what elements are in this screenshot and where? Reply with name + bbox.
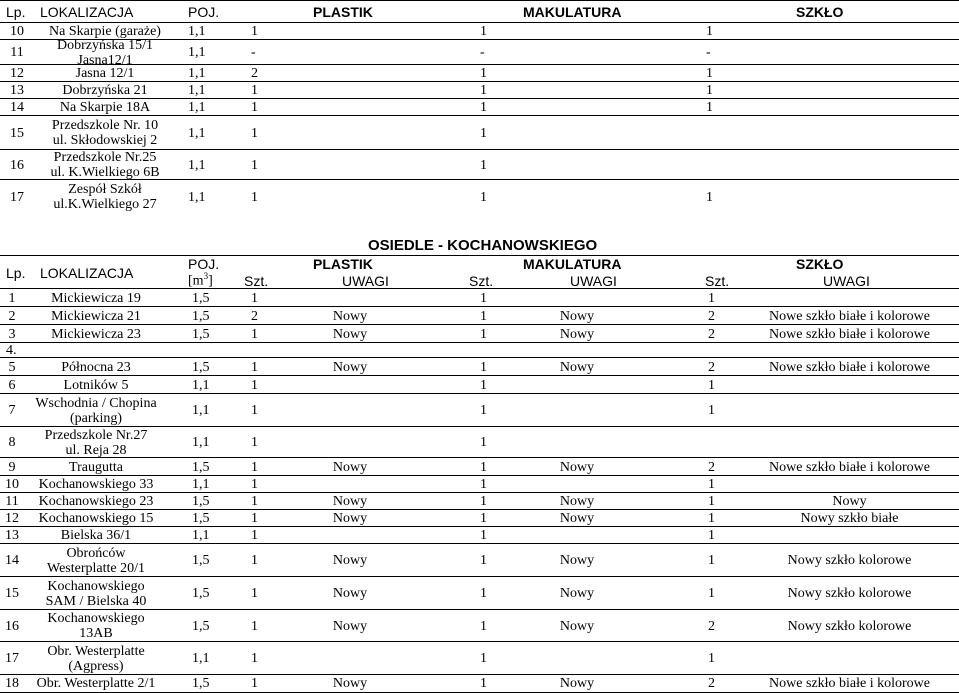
cell-makulatura-uwagi xyxy=(527,289,627,307)
cell-plastik-szt: 1 xyxy=(251,528,258,543)
cell-lp: 12 xyxy=(10,66,24,81)
cell-poj: 1,1 xyxy=(188,157,206,173)
location-cell xyxy=(26,358,166,376)
cell-lp: 12 xyxy=(5,511,19,526)
cell-szklo-szt: 1 xyxy=(708,377,715,393)
cell-makulatura-szt: 1 xyxy=(480,290,487,306)
location-line: Mickiewicza 23 xyxy=(51,326,141,342)
cell-plastik-uwagi: Nowy xyxy=(332,618,368,634)
cell-lp: 13 xyxy=(10,83,24,98)
header-szklo: SZKŁO xyxy=(796,3,844,20)
top-header-row xyxy=(0,0,959,23)
cell-makulatura-uwagi xyxy=(527,642,627,675)
cell-poj: 1,1 xyxy=(192,477,210,492)
location-line: Jasna 12/1 xyxy=(75,66,135,81)
cell-plastik-uwagi: Nowy xyxy=(332,308,368,324)
cell-makulatura-szt: 1 xyxy=(480,477,487,492)
table-row xyxy=(0,149,959,180)
location-cell xyxy=(26,527,166,544)
header-makulatura: MAKULATURA xyxy=(523,3,622,20)
location-cell xyxy=(30,99,180,116)
location-line: Westerplatte 20/1 xyxy=(46,560,145,576)
cell-makulatura: - xyxy=(480,45,485,60)
header-lp: Lp. xyxy=(6,265,26,281)
location-line: Przedszkole Nr.25 xyxy=(53,150,157,165)
cell-plastik-szt: 1 xyxy=(251,511,258,526)
cell-szklo-uwagi xyxy=(740,427,959,458)
location-line: Obr. Westerplatte xyxy=(47,643,145,659)
location-line: Kochanowskiego 33 xyxy=(38,477,154,492)
cell-makulatura-uwagi: Nowy xyxy=(559,459,595,475)
location-line: Przedszkole Nr. 10 xyxy=(51,118,159,133)
cell-plastik: 2 xyxy=(251,66,258,81)
cell-szklo-uwagi: Nowe szkło białe i kolorowe xyxy=(769,459,930,475)
cell-szklo-uwagi xyxy=(740,376,959,394)
cell-poj: 1,1 xyxy=(188,45,206,60)
cell-szklo-uwagi: Nowe szkło białe i kolorowe xyxy=(769,308,930,324)
cell-lp: 16 xyxy=(10,157,24,173)
cell-plastik-szt: 1 xyxy=(251,290,258,306)
location-line: Obrońców xyxy=(66,545,126,561)
table-row xyxy=(0,543,959,577)
location-cell xyxy=(26,493,166,510)
cell-szklo-szt: 1 xyxy=(708,477,715,492)
location-line: Obr. Westerplatte 2/1 xyxy=(36,676,156,691)
cell-makulatura-szt: 1 xyxy=(480,308,487,324)
header-lokalizacja: LOKALIZACJA xyxy=(40,3,134,20)
location-line: Dobrzyńska 15/1 xyxy=(56,37,154,53)
cell-lp: 2 xyxy=(8,308,16,324)
cell-poj: 1,1 xyxy=(192,528,210,543)
location-line: Mickiewicza 21 xyxy=(51,308,141,324)
location-line: Kochanowskiego 23 xyxy=(38,494,154,509)
cell-poj: 1,5 xyxy=(192,553,210,568)
cell-szklo: 1 xyxy=(706,83,713,98)
cell-plastik-uwagi: Nowy xyxy=(332,511,368,526)
location-cell xyxy=(26,325,166,343)
table-row xyxy=(0,641,959,675)
cell-lp: 13 xyxy=(5,528,19,543)
cell-lp: 18 xyxy=(5,676,19,691)
cell-makulatura: 1 xyxy=(480,83,487,98)
cell-plastik: 1 xyxy=(251,189,258,205)
cell-plastik-szt: 2 xyxy=(251,308,258,324)
cell-makulatura-szt: 1 xyxy=(480,326,487,342)
cell-makulatura-uwagi: Nowy xyxy=(559,511,595,526)
location-cell xyxy=(26,289,166,307)
location-cell xyxy=(26,675,166,692)
cell-plastik-uwagi xyxy=(300,642,400,675)
location-line: ul.K.Wielkiego 27 xyxy=(53,197,157,212)
cell-makulatura: 1 xyxy=(480,100,487,115)
cell-lp: 10 xyxy=(10,24,24,39)
cell-szklo-uwagi xyxy=(740,527,959,544)
cell-plastik-uwagi: Nowy xyxy=(332,459,368,475)
header-plastik: PLASTIK xyxy=(313,3,373,20)
location-line: Mickiewicza 19 xyxy=(51,290,141,306)
table-row xyxy=(0,357,959,376)
cell-plastik-szt: 1 xyxy=(251,477,258,492)
cell-szklo-uwagi xyxy=(740,476,959,493)
cell-szklo-uwagi xyxy=(740,642,959,675)
cell-poj: 1,5 xyxy=(192,308,210,324)
table-row xyxy=(0,306,959,325)
cell-makulatura-szt: 1 xyxy=(480,377,487,393)
location-line: Traugutta xyxy=(69,459,123,475)
cell-makulatura-uwagi xyxy=(527,376,627,394)
location-line: Lotników 5 xyxy=(63,377,129,393)
cell-plastik-szt: 1 xyxy=(251,676,258,691)
location-cell xyxy=(26,577,166,610)
table-row xyxy=(0,576,959,610)
location-cell xyxy=(26,307,166,325)
cell-makulatura-uwagi: Nowy xyxy=(559,553,595,568)
cell-makulatura-szt: 1 xyxy=(480,618,487,634)
location-cell xyxy=(26,394,166,427)
cell-lp: 17 xyxy=(5,651,19,666)
location-cell xyxy=(26,642,166,675)
table-row xyxy=(0,375,959,394)
cell-plastik: 1 xyxy=(251,83,258,98)
cell-poj: 1,5 xyxy=(192,676,210,691)
cell-szklo-szt: 2 xyxy=(708,326,715,342)
location-line: SAM / Bielska 40 xyxy=(45,593,147,609)
cell-lp: 4. xyxy=(6,343,17,358)
cell-plastik-szt: 1 xyxy=(251,403,258,418)
cell-szklo-uwagi: Nowy szkło kolorowe xyxy=(787,553,912,568)
location-line: Kochanowskiego xyxy=(47,578,145,594)
cell-plastik: 1 xyxy=(251,125,258,141)
cell-lp: 14 xyxy=(5,553,19,568)
cell-makulatura-szt: 1 xyxy=(480,511,487,526)
cell-poj: 1,1 xyxy=(188,189,206,205)
cell-lp: 17 xyxy=(10,189,24,205)
cell-szklo-uwagi xyxy=(740,289,959,307)
cell-poj: 1,1 xyxy=(192,651,210,666)
cell-poj: 1,1 xyxy=(192,377,210,393)
cell-makulatura-uwagi: Nowy xyxy=(559,676,595,691)
cell-poj: 1,1 xyxy=(188,125,206,141)
table-row xyxy=(0,426,959,458)
cell-szklo-uwagi xyxy=(740,394,959,427)
cell-makulatura: 1 xyxy=(480,125,487,141)
table-row xyxy=(0,288,959,307)
cell-plastik-szt: 1 xyxy=(251,435,258,450)
cell-szklo-szt: 2 xyxy=(708,308,715,324)
cell-makulatura-uwagi: Nowy xyxy=(559,308,595,324)
cell-szklo: 1 xyxy=(706,66,713,81)
cell-makulatura-uwagi xyxy=(527,394,627,427)
location-line: Jasna12/1 xyxy=(77,52,133,68)
cell-plastik-uwagi: Nowy xyxy=(332,586,368,601)
location-line: 13AB xyxy=(79,626,113,641)
cell-szklo-szt: 1 xyxy=(708,403,715,418)
cell-szklo-uwagi xyxy=(740,343,959,358)
table-row xyxy=(0,609,959,642)
header-szt-szklo: Szt. xyxy=(705,273,730,289)
bottom-header-row xyxy=(0,255,959,289)
location-cell xyxy=(26,544,166,577)
location-line: Kochanowskiego xyxy=(47,611,145,626)
location-line: Dobrzyńska 21 xyxy=(62,83,148,98)
header-lp: Lp. xyxy=(6,3,26,20)
cell-szklo-uwagi: Nowe szkło białe i kolorowe xyxy=(769,326,930,342)
cell-makulatura-szt: 1 xyxy=(480,676,487,691)
header-uwagi-szklo: UWAGI xyxy=(823,273,870,289)
location-cell xyxy=(26,343,166,358)
location-cell xyxy=(26,376,166,394)
table-row xyxy=(0,492,959,510)
cell-makulatura: 1 xyxy=(480,66,487,81)
table-row xyxy=(0,324,959,343)
location-cell xyxy=(30,150,180,180)
location-cell xyxy=(26,476,166,493)
cell-poj: 1,1 xyxy=(192,403,210,418)
cell-szklo-uwagi: Nowy szkło kolorowe xyxy=(787,618,912,634)
cell-szklo-uwagi: Nowe szkło białe i kolorowe xyxy=(769,359,930,375)
cell-makulatura-szt: 1 xyxy=(480,553,487,568)
table-row xyxy=(0,179,959,214)
cell-poj: 1,1 xyxy=(188,24,206,39)
cell-makulatura-szt: 1 xyxy=(480,494,487,509)
header-poj: POJ. xyxy=(188,3,220,20)
table-row xyxy=(0,509,959,527)
cell-makulatura-uwagi xyxy=(527,527,627,544)
location-line: (Agpress) xyxy=(68,658,124,674)
cell-plastik-szt: 1 xyxy=(251,553,258,568)
cell-poj: 1,5 xyxy=(192,359,210,375)
cell-lp: 1 xyxy=(8,290,16,306)
cell-makulatura-uwagi: Nowy xyxy=(559,494,595,509)
cell-poj: 1,5 xyxy=(192,511,210,526)
table-row xyxy=(0,526,959,544)
cell-szklo: - xyxy=(706,45,711,60)
cell-makulatura-szt: 1 xyxy=(480,651,487,666)
location-cell xyxy=(26,427,166,458)
table-row xyxy=(0,64,959,82)
cell-plastik-uwagi xyxy=(300,394,400,427)
cell-plastik-uwagi xyxy=(300,376,400,394)
cell-szklo: 1 xyxy=(706,189,713,205)
cell-plastik-uwagi: Nowy xyxy=(332,676,368,691)
cell-makulatura-uwagi: Nowy xyxy=(559,359,595,375)
cell-plastik-uwagi xyxy=(300,289,400,307)
cell-makulatura-uwagi xyxy=(527,427,627,458)
cell-lp: 5 xyxy=(8,359,16,375)
cell-lp: 15 xyxy=(10,125,24,141)
cell-szklo-szt: 1 xyxy=(708,528,715,543)
cell-szklo-szt: 2 xyxy=(708,359,715,375)
cell-plastik: 1 xyxy=(251,157,258,173)
cell-szklo-uwagi: Nowy szkło białe xyxy=(800,511,899,526)
cell-makulatura-szt: 1 xyxy=(480,528,487,543)
cell-szklo-szt: 2 xyxy=(708,459,715,475)
header-szt-plastik: Szt. xyxy=(244,273,269,289)
cell-lp: 15 xyxy=(5,586,19,601)
header-szt-makulatura: Szt. xyxy=(469,273,494,289)
cell-poj: 1,1 xyxy=(188,100,206,115)
cell-makulatura: 1 xyxy=(480,24,487,39)
cell-lp: 11 xyxy=(10,45,24,60)
cell-szklo-szt: 1 xyxy=(708,553,715,568)
cell-lp: 11 xyxy=(5,494,19,509)
location-cell xyxy=(26,610,166,642)
cell-szklo-szt: 1 xyxy=(708,290,715,306)
cell-lp: 10 xyxy=(5,477,19,492)
cell-szklo: 1 xyxy=(706,24,713,39)
cell-lp: 6 xyxy=(8,377,16,393)
location-line: Kochanowskiego 15 xyxy=(38,511,154,526)
cell-szklo-szt: 1 xyxy=(708,651,715,666)
cell-makulatura-uwagi xyxy=(527,343,627,358)
location-cell xyxy=(26,510,166,527)
header-poj-unit: $[m^3]$ xyxy=(188,271,213,289)
cell-makulatura-szt: 1 xyxy=(480,359,487,375)
section-title: OSIEDLE - KOCHANOWSKIEGO xyxy=(368,237,598,254)
cell-plastik-szt: 1 xyxy=(251,586,258,601)
cell-plastik-szt: 1 xyxy=(251,618,258,634)
cell-szklo-uwagi: Nowy szkło kolorowe xyxy=(787,586,912,601)
cell-plastik: 1 xyxy=(251,24,258,39)
cell-poj: 1,5 xyxy=(192,326,210,342)
location-line: Na Skarpie 18A xyxy=(59,100,151,115)
cell-makulatura-szt: 1 xyxy=(480,435,487,450)
cell-poj: 1,5 xyxy=(192,459,210,475)
cell-plastik-uwagi: Nowy xyxy=(332,326,368,342)
location-line: Bielska 36/1 xyxy=(60,528,132,543)
location-line: Wschodnia / Chopina xyxy=(35,395,157,411)
table-row xyxy=(0,115,959,150)
header-szklo: SZKŁO xyxy=(796,256,844,272)
cell-plastik-szt: 1 xyxy=(251,377,258,393)
cell-makulatura-szt: 1 xyxy=(480,403,487,418)
cell-plastik-uwagi xyxy=(300,343,400,358)
table-row xyxy=(0,37,959,68)
cell-makulatura-szt: 1 xyxy=(480,459,487,475)
cell-plastik-uwagi: Nowy xyxy=(332,494,368,509)
cell-szklo: 1 xyxy=(706,100,713,115)
cell-lp: 8 xyxy=(8,435,16,450)
table-row xyxy=(0,457,959,476)
location-cell xyxy=(26,458,166,476)
cell-szklo-szt: 2 xyxy=(708,618,715,634)
cell-poj: 1,5 xyxy=(192,586,210,601)
header-uwagi-plastik: UWAGI xyxy=(342,273,389,289)
header-makulatura: MAKULATURA xyxy=(523,256,622,272)
location-cell xyxy=(30,116,180,150)
cell-szklo-szt: 1 xyxy=(708,494,715,509)
location-line: Na Skarpie (garaże) xyxy=(49,24,161,39)
cell-plastik-szt: 1 xyxy=(251,494,258,509)
cell-makulatura-uwagi: Nowy xyxy=(559,618,595,634)
location-line: ul. K.Wielkiego 6B xyxy=(50,165,160,180)
cell-poj: 1,5 xyxy=(192,290,210,306)
header-plastik: PLASTIK xyxy=(313,256,373,272)
table-row xyxy=(0,674,959,693)
cell-makulatura: 1 xyxy=(480,157,487,173)
header-uwagi-makulatura: UWAGI xyxy=(570,273,617,289)
cell-plastik: - xyxy=(251,45,256,60)
location-line: ul. Skłodowskiej 2 xyxy=(52,133,158,148)
location-line: ul. Reja 28 xyxy=(65,442,127,458)
cell-poj: 1,1 xyxy=(192,435,210,450)
location-line: Zespół Szkół xyxy=(68,182,142,197)
cell-poj: 1,1 xyxy=(188,66,206,81)
table-row xyxy=(0,393,959,427)
location-line: (parking) xyxy=(69,410,123,426)
cell-makulatura-uwagi: Nowy xyxy=(559,326,595,342)
cell-poj: 1,1 xyxy=(188,83,206,98)
cell-szklo-uwagi: Nowe szkło białe i kolorowe xyxy=(769,676,930,691)
cell-szklo-uwagi: Nowy xyxy=(832,494,867,509)
location-cell xyxy=(30,37,180,68)
cell-szklo-szt: 1 xyxy=(708,511,715,526)
cell-plastik-szt: 1 xyxy=(251,651,258,666)
cell-plastik-uwagi: Nowy xyxy=(332,553,368,568)
cell-plastik-uwagi: Nowy xyxy=(332,359,368,375)
cell-plastik-uwagi xyxy=(300,427,400,458)
cell-szklo-szt: 1 xyxy=(708,586,715,601)
cell-plastik: 1 xyxy=(251,100,258,115)
cell-lp: 7 xyxy=(8,403,16,418)
cell-szklo-szt: 2 xyxy=(708,676,715,691)
table-row xyxy=(0,81,959,99)
location-line: Północna 23 xyxy=(61,359,131,375)
location-cell xyxy=(30,82,180,99)
cell-makulatura-uwagi: Nowy xyxy=(559,586,595,601)
cell-plastik-szt: 1 xyxy=(251,326,258,342)
cell-poj: 1,5 xyxy=(192,618,210,634)
cell-lp: 16 xyxy=(5,618,19,634)
location-cell xyxy=(30,65,180,82)
cell-plastik-szt: 1 xyxy=(251,359,258,375)
cell-plastik-uwagi xyxy=(300,527,400,544)
header-poj: POJ. xyxy=(188,256,220,272)
table-row xyxy=(0,475,959,493)
cell-makulatura: 1 xyxy=(480,189,487,205)
cell-plastik-uwagi xyxy=(300,476,400,493)
cell-plastik-szt: 1 xyxy=(251,459,258,475)
location-cell xyxy=(30,180,180,214)
location-line: Przedszkole Nr.27 xyxy=(44,427,148,443)
cell-makulatura-szt: 1 xyxy=(480,586,487,601)
cell-lp: 3 xyxy=(8,326,16,342)
cell-poj: 1,5 xyxy=(192,494,210,509)
cell-lp: 9 xyxy=(8,459,16,475)
cell-makulatura-uwagi xyxy=(527,476,627,493)
header-lokalizacja: LOKALIZACJA xyxy=(40,265,134,281)
cell-lp: 14 xyxy=(10,100,24,115)
table-row xyxy=(0,342,959,358)
table-row xyxy=(0,98,959,116)
